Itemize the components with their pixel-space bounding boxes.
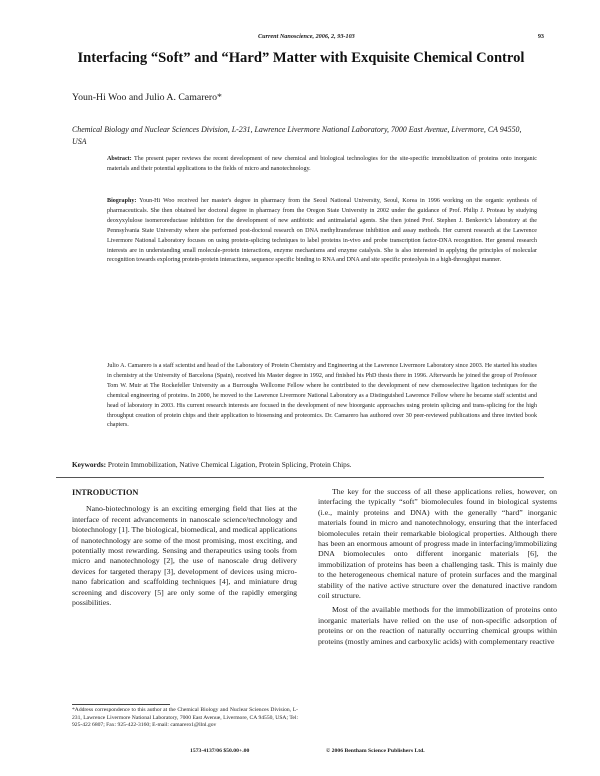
left-column <box>72 488 297 608</box>
issn-price-code: 1573-4137/06 $50.00+.00 <box>190 748 250 754</box>
biography-text: Youn-Hi Woo received her master's degree in pharmacy from the Seoul National University, Seoul, Korea in 1996 working on the organic synthesis of pharmaceuticals. She then obtained her doctoral degree in pharmacy from the Oregon State University in 2002 under the guidance of Prof. Philip J. Proteau by studying deoxyxylulose isomeroreductase inhibition for the development of new antibiotic and antimalarial agents. She then joined Prof. Stephen J. Benkovic's laboratory at the Pennsylvania State University where she performed post-doctoral research on DNA methyltransferase inhibition and assay methods. Her current research at the Lawrence Livermore National Laboratory focuses on using protein-splicing techniques to label proteins in-vivo and probe transcription factor-DNA recognition. Her general research interests are in understanding small molecule-protein interactions, enzyme mechanisms and enzyme catalysis. She is also interested in applying the principles of molecular recognition towards exploring protein-protein interactions, sequence specific binding to RNA and DNA and site specific proteolysis in a high-throughput manner. <box>107 198 537 264</box>
footnote-divider <box>72 704 170 705</box>
copyright-notice: © 2006 Bentham Science Publishers Ltd. <box>326 748 425 754</box>
journal-citation: Current Nanoscience, 2006, 2, 93-103 <box>258 33 355 40</box>
biography-label: Biography: <box>107 198 137 204</box>
body-paragraph-2: Most of the available methods for the immobilization of proteins onto inorganic materials have relied on the use of non-specific adsorption of proteins or on the reaction of naturally occurring chemical groups within proteins (mostly amines and carboxylic acids) with complementary reactive <box>318 605 557 646</box>
biography-block <box>107 197 537 266</box>
page-number: 93 <box>537 33 544 40</box>
section-divider <box>56 477 544 478</box>
right-column <box>318 487 557 647</box>
introduction-heading: INTRODUCTION <box>72 488 139 497</box>
intro-paragraph: Nano-biotechnology is an exciting emerging field that lies at the interface of recent advancements in nanoscale science/technology and biotechnology [1]. The biological, biomedical, and medical applications of nanotechnology are some of the most promising, most exciting, and potentially most rewarding. Sensing and therapeutics using tools from micro and nanotechnology [2], the use of nanoscale drug delivery devices for targeted therapy [3], development of devices using micro-nano fabrication and scaffolding techniques [4], and miniature drug screening and discovery [5] are only some of the rapidly emerging possibilities. <box>72 504 297 608</box>
article-authors: Youn-Hi Woo and Julio A. Camarero* <box>72 92 222 103</box>
body-paragraph-1: The key for the success of all these applications relies, however, on interfacing the typically “soft” biomolecules found in biological systems (i.e., mainly proteins and DNA) with the generally “hard” inorganic materials found in micro and nanotechnology, ensuring that the interfaced biomolecules retain their remarkable biological properties. Although there has been an enormous amount of progress made in interfacing/immobilizing DNA biomolecules onto different inorganic materials [6], the immobilization of proteins has been a challenging task. This is mainly due to the heterogeneous chemical nature of protein surfaces and the marginal stability of the native active structure over the denatured inactive random coil structure. <box>318 487 557 601</box>
keywords-text: Protein Immobilization, Native Chemical Ligation, Protein Splicing, Protein Chips. <box>106 460 352 469</box>
biography-text-2: Julio A. Camarero is a staff scientist and head of the Laboratory of Protein Chemistry and Engineering at the Lawrence Livermore Laboratory since 2003. He started his studies in chemistry at the University of Barcelona (Spain), received his Master degree in 1992, and finished his PhD thesis there in 1996. Afterwards he joined the group of Professor Tom W. Muir at The Rockefeller University as a Burroughs Wellcome Fellow where he contributed to the development of new chemoselective ligation techniques for the chemical engineering of proteins. In 2000, he moved to the Lawrence Livermore National Laboratory as a Distinguished Lawrence Fellow where he became staff scientist and head of laboratory in 2003. His current research interests are focused in the development of new bioorganic approaches using protein splicing and trans-splicing for the high throughput creation of protein chips and their application to biosensing and proteomics. Dr. Camarero has authored over 30 peer-reviewed publications and three invited book chapters. <box>107 363 537 429</box>
abstract-text: The present paper reviews the recent development of new chemical and biological technologies for the site-specific immobilization of proteins onto inorganic materials and their potential applications to the fields of micro and nanotechnology. <box>107 156 537 173</box>
article-title: Interfacing “Soft” and “Hard” Matter with Exquisite Chemical Control <box>77 50 525 66</box>
author-affiliation: Chemical Biology and Nuclear Sciences Division, L-231, Lawrence Livermore National Laboratory, 7000 East Avenue, Livermore, CA 94550, USA <box>72 125 522 146</box>
keywords-line <box>72 460 542 469</box>
correspondence-footnote: *Address correspondence to this author at the Chemical Biology and Nuclear Sciences Division, L-231, Lawrence Livermore National Laboratory, 7000 East Avenue, Livermore, CA 94550, USA; Tel: 925-422 6807; Fax: 925-422-3160; E-mail: camarero1@llnl.gov <box>72 707 298 729</box>
keywords-label: Keywords: <box>72 460 107 469</box>
abstract-block <box>107 154 537 174</box>
abstract-label: Abstract: <box>107 156 132 162</box>
